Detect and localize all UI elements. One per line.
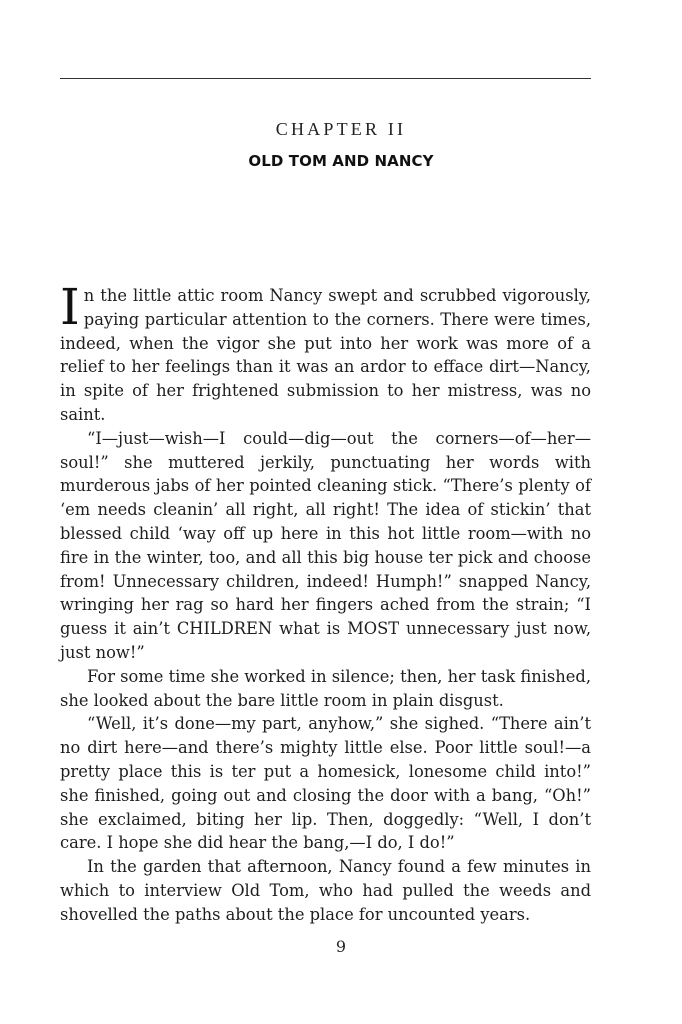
paragraph-5: In the garden that afternoon, Nancy found a few minutes in which to interview Old Tom, who had pulled the weeds and shovelled the paths about the place for uncounted years. bbox=[60, 857, 591, 924]
paragraph-2: “I—just—wish—I could—dig—out the corners—of—her—soul!” she muttered jerkily, punctuating her words with murderous jabs of her pointed cleaning stick. “There’s plenty of ‘em needs cleanin’ all right, all right! The idea of stickin’ that blessed child ‘way off up here in this hot little room—with no fire in the winter, too, and all this big house ter pick and choose from! Unnecessary children, indeed! Humph!” snapped Nancy, wringing her rag so hard her fingers ached from the strain; “I guess it ain’t CHILDREN what is MOST unnecessary just now, just now!” bbox=[60, 428, 591, 662]
chapter-label: CHAPTER II bbox=[275, 119, 407, 139]
drop-cap: I bbox=[60, 278, 80, 336]
paragraph-1 bbox=[60, 278, 591, 427]
page-number: 9 bbox=[335, 937, 347, 956]
chapter-title: OLD TOM AND NANCY bbox=[248, 152, 434, 170]
paragraph-4: “Well, it’s done—my part, anyhow,” she sighed. “There ain’t no dirt here—and there’s mighty little else. Poor little soul!—a pretty place this is ter put a homesick, lonesome child into!” she finished, going out and closing the door with a bang, “Oh!” she exclaimed, biting her lip. Then, doggedly: “Well, I don’t care. I hope she did hear the bang,—I do, I do!” bbox=[60, 714, 591, 853]
paragraph-3: For some time she worked in silence; then, her task finished, she looked about the bare little room in plain disgust. bbox=[60, 666, 591, 710]
paragraph-1-text: n the little attic room Nancy swept and scrubbed vigorously, paying particular attention to the corners. There were times, indeed, when the vigor she put into her work was more of a relief to her feelings than it was an ardor to efface dirt—Nancy, in spite of her frightened submission to her mistress, was no saint. bbox=[60, 286, 591, 424]
header-rule bbox=[60, 78, 591, 79]
chapter-body bbox=[60, 278, 591, 927]
